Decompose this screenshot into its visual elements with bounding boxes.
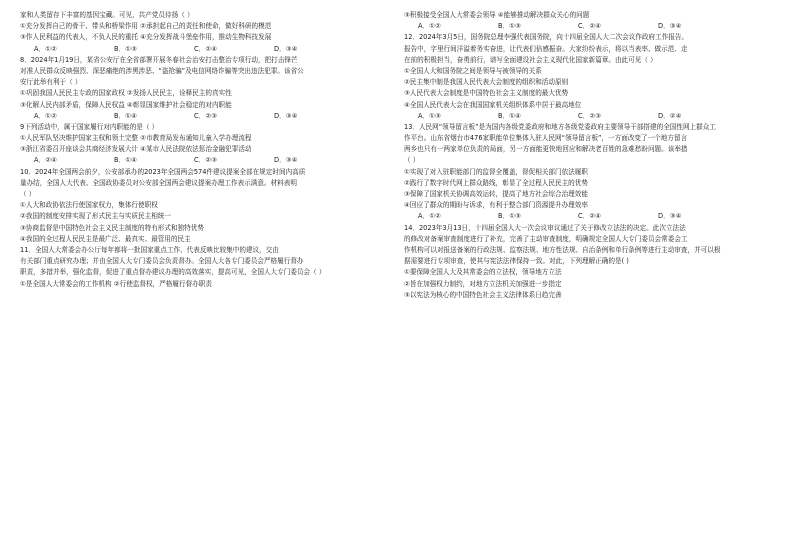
option-a[interactable]: A．②④ [34, 156, 57, 165]
question-stem-line: 作平台。山东省烟台市476家职能单位集体入驻人民网“领导留言板”，一方面改变了一个地方留言 [404, 134, 688, 143]
statement-line: ③积极接受全国人大常委会领导 ④能够推动解决群众关心的问题 [404, 11, 590, 19]
option-b[interactable]: B．①④ [114, 156, 137, 165]
answer-options [404, 111, 774, 122]
statement-line: ①是全国人大常委会的工作机构 ②行使监督权，严格履行督办职责 [20, 279, 212, 288]
statement-line: ①充分发挥自己的骨干、带头和桥梁作用 ②承担起自己的责任和使命，做好科研的模范 [20, 22, 272, 31]
option-a[interactable]: A．①③ [418, 111, 441, 120]
option-c[interactable]: C．②③ [194, 156, 218, 165]
question-7-tail [20, 10, 390, 55]
statement-line: ①人民军队坚决维护国家主权和领土完整 ②市教育局发布通知儿童入学办理流程 [20, 134, 252, 143]
question-stem-line: 13．人民网“领导留言板”是为国内各级党委政府和地方各级党委政府主要领导干部搭建的全国性网上群众工 [404, 122, 716, 131]
question-11-tail [404, 10, 774, 32]
option-b[interactable]: B．①③ [498, 22, 521, 31]
question-14 [404, 223, 774, 301]
option-c[interactable]: C．②③ [578, 111, 602, 120]
question-stem-line: 安厅此举有利于（ ） [20, 78, 82, 87]
question-stem-line: 两乡也只有一两家单位负责的局面，另一方面能更快地回应和解决老百姓的急难愁盼问题。该举措 [404, 145, 688, 154]
option-a[interactable]: A．①② [34, 111, 57, 120]
statement-line: ④全国人民代表大会在我国国家机关组织体系中居于最高地位 [404, 100, 582, 109]
statement-line: ③以宪法为核心的中国特色社会主义法律体系日趋完善 [404, 290, 562, 299]
question-11 [20, 245, 390, 290]
right-column [404, 10, 774, 301]
statement-line: ①巩固我国人民民主专政的国家政权 ②发扬人民民主，诠释民主的真实性 [20, 89, 232, 98]
question-stem-line: 量办结，全国人大代表、全国政协委员对公安部全国两会建议提案办理工作表示满意。材料表明 [20, 178, 297, 187]
statement-line: ①全国人大和国务院之间是领导与被领导的关系 [404, 66, 542, 75]
statement-line: ③保障了国家机关协调高效运转，提高了地方社会综合治理效能 [404, 190, 588, 198]
question-stem-line: 作机构可以对报送备案的行政法规、监察法规、地方性法规、自治条例和单行条例等进行主动审查，并可以根 [404, 245, 721, 254]
question-stem-line: 有关部门重点研究办理；并由全国人大专门委员会负责督办。全国人大各专门委员会严格履行督办 [20, 257, 304, 266]
question-stem-line: 12．2024年3月5日，国务院总理李强代表国务院，向十四届全国人大二次会议作政府工作报告。 [404, 33, 689, 42]
statement-line: ③作人民利益的代表人，不负人民的重托 ④充分发挥战斗堡垒作用，推动生物科技发展 [20, 33, 272, 42]
question-stem-line: 报告中，字里行间洋溢着务实奋进，让代表们倍感振奋。大家纷纷表示，将以当表率、做示范、走 [404, 44, 688, 53]
question-8 [20, 55, 390, 122]
option-b[interactable]: B．①③ [114, 44, 137, 53]
answer-options [20, 111, 390, 122]
option-b[interactable]: B．①④ [498, 111, 521, 120]
answer-options [404, 21, 774, 32]
question-13 [404, 122, 774, 223]
question-stem-line: 据需要进行专项审查，使其与宪法法律保持一致。对此，下列理解正确的是( ) [404, 257, 629, 266]
statement-line: ①人大和政协依法行使国家权力，集体行使职权 [20, 201, 158, 210]
answer-options [20, 44, 390, 55]
question-stem-line: （ ） [20, 190, 36, 198]
question-stem-line: 9下列活动中，属于国家履行对内职能的是（ ） [20, 122, 159, 131]
statement-line: ④回应了群众的期盼与诉求，有利于整合部门资源提升办理效率 [404, 201, 588, 210]
question-9 [20, 122, 390, 167]
answer-options [404, 211, 774, 222]
question-stem-line: 的修改对备案审查制度进行了补充，完善了主动审查制度，明确规定全国人大专门委员会常委会工 [404, 234, 688, 243]
option-d[interactable]: D．③④ [658, 22, 682, 31]
statement-line: ②我国的制度安排实现了形式民主与实质民主相统一 [20, 212, 171, 221]
question-stem-line: 职责，多措并举，强化监督，促进了重点督办建议办理的高效落实，提高可见，全国人大专门委员会（ ） [20, 268, 326, 277]
option-d[interactable]: D．③④ [658, 212, 682, 221]
question-stem-line: 10．2024年全国两会前夕，公安部承办的2023年全国两会574件建议提案全部在规定时间内高质 [20, 167, 306, 176]
option-d[interactable]: D．③④ [274, 156, 298, 165]
statement-line: ①实现了对入驻职能部门的监督全覆盖，督促相关部门依法履职 [404, 167, 588, 176]
option-a[interactable]: A．①② [34, 44, 57, 53]
question-stem-line: 家和人类留存下丰富的基因宝藏。可见，共产党员待扬（ ） [20, 11, 194, 19]
option-b[interactable]: B．①③ [498, 212, 521, 221]
option-a[interactable]: A．①② [418, 22, 441, 31]
statement-line: ③浙江省委召开座谈会共商经济发展大计 ④某市人民法院依法惩治金融犯罪活动 [20, 145, 252, 154]
option-c[interactable]: C．②④ [578, 212, 602, 221]
option-c[interactable]: C．②③ [194, 111, 218, 120]
option-d[interactable]: D．②④ [658, 111, 682, 120]
question-stem-line: 在前的积极担当，奋勇前行，谱写全面建设社会主义现代化国家新篇章。由此可见（ ） [404, 55, 657, 64]
answer-options [20, 155, 390, 166]
question-10 [20, 167, 390, 245]
statement-line: ②民主集中制是我国人民代表大会制度的组织和活动原则 [404, 78, 569, 87]
question-stem-line: 11．全国人大常委会办公厅每年都将一批国家重点工作、代表反映比较集中的建议，交由 [20, 245, 279, 254]
statement-line: ③人民代表大会制度是中国特色社会主义制度的最大优势 [404, 89, 569, 98]
option-c[interactable]: C．②④ [578, 22, 602, 31]
question-stem-line: 14．2023年3月13日，十四届全国人大一次会议审议通过了关于修改立法法的决定。此次立法法 [404, 223, 686, 232]
statement-line: ③协商监督是中国特色社会主义民主制度的特有形式和独特优势 [20, 223, 204, 232]
statement-line: ④我国的全过程人民民主是最广泛、最真实、最管用的民主 [20, 234, 191, 243]
question-stem-line: 对准人民群众反映强烈、深恶痛绝的涉黑涉恶、“盗抢骗”及电信网络诈骗等突出违法犯罪。该省公 [20, 66, 304, 75]
question-12 [404, 32, 774, 122]
left-column [20, 10, 390, 290]
statement-line: ②践行了数字时代网上群众路线，彰显了全过程人民民主的优势 [404, 178, 588, 187]
statement-line: ①要保障全国人大及其常委会的立法权，领导地方立法 [404, 268, 562, 277]
question-stem-line: （ ） [404, 156, 420, 165]
option-d[interactable]: D．③④ [274, 111, 298, 120]
option-c[interactable]: C．②④ [194, 44, 218, 53]
statement-line: ②旨在加强权力制约，对地方立法机关加强进一步指定 [404, 279, 562, 288]
option-a[interactable]: A．①② [418, 212, 441, 221]
question-stem-line: 8．2024年1月19日，某省公安厅在全省部署开展冬春社会治安打击整治专项行动，把打击锋芒 [20, 55, 298, 64]
option-b[interactable]: B．①④ [114, 111, 137, 120]
statement-line: ③化解人民内部矛盾，保障人民权益 ④彰显国家维护社会稳定的对内职能 [20, 100, 232, 109]
option-d[interactable]: D．③④ [274, 44, 298, 53]
